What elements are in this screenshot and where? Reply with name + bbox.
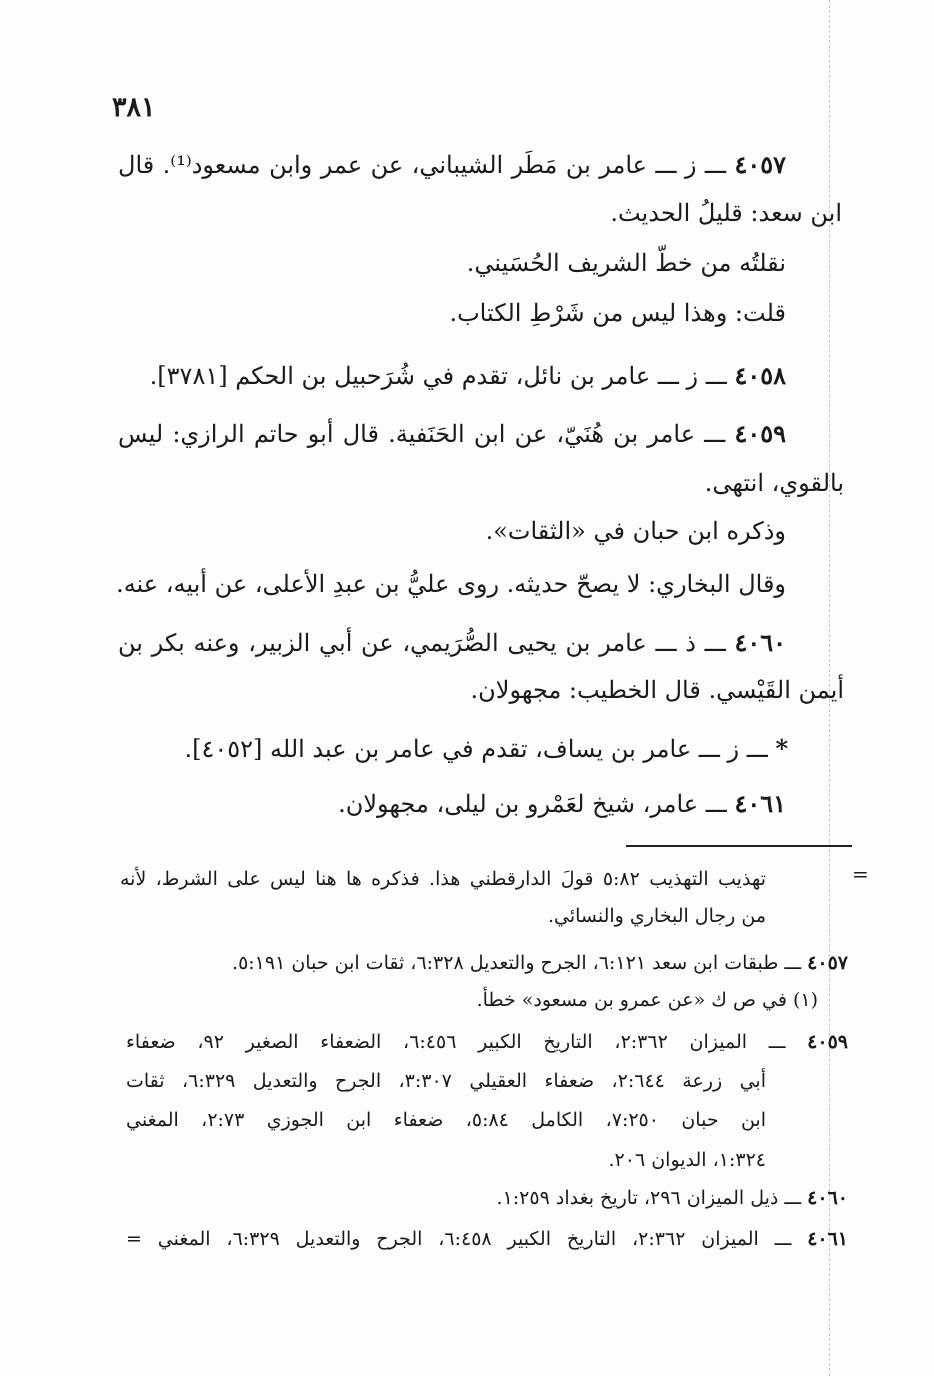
entry-text: وقال البخاري: لا يصحّ حديثه. روى عليُّ بن عبدِ الأعلى، عن أبيه، عنه. bbox=[116, 570, 786, 598]
entry-text: وذكره ابن حبان في «الثقات». bbox=[485, 517, 786, 545]
footnote-4057 bbox=[150, 948, 848, 980]
footnote-text: ابن حبان ٧:٢٥٠، الكامل ٥:٨٤، ضعفاء ابن الجوزي ٢:٧٣، المغني bbox=[126, 1109, 766, 1131]
entry-text: ـــ عامر، شيخ لعَمْرو بن ليلى، مجهولان. bbox=[338, 790, 735, 818]
footnote-text: ـــ الميزان ٢:٣٦٢، التاريخ الكبير ٦:٤٥٨، الجرح والتعديل ٦:٣٢٩، المغني = bbox=[126, 1228, 808, 1250]
footnote-4059-line-1 bbox=[126, 1027, 848, 1059]
entry-4060-line-2 bbox=[470, 672, 844, 710]
footnote-4060 bbox=[430, 1183, 848, 1215]
footnote-number: ٤٠٦٠ bbox=[807, 1187, 848, 1209]
footnote-4061 bbox=[126, 1224, 848, 1256]
entry-text: ابن سعد: قليلُ الحديث. bbox=[610, 199, 842, 227]
entry-cross-reference bbox=[184, 731, 788, 769]
footnote-separator bbox=[626, 845, 852, 847]
entry-text: ـــ عامر بن هُنَيّ، عن ابن الحَنَفية. قال أبو حاتم الرازي: ليس bbox=[118, 420, 735, 448]
footnote-text: من رجال البخاري والنسائي. bbox=[547, 905, 766, 927]
asterisk-marker: * bbox=[775, 734, 788, 763]
footnote-number: ٤٠٦١ bbox=[807, 1228, 849, 1250]
footnote-continued-line-2 bbox=[500, 901, 766, 933]
footnote-4059-line-4 bbox=[560, 1145, 766, 1177]
entry-number: ٤٠٥٩ bbox=[734, 419, 786, 448]
entry-4061-line bbox=[310, 786, 786, 824]
entry-number: ٤٠٥٨ bbox=[734, 361, 786, 390]
footnote-text: ـــ طبقات ابن سعد ٦:١٢١، الجرح والتعديل ٦:٣٢٨، ثقات ابن حبان ٥:١٩١. bbox=[232, 952, 808, 974]
entry-4057-note-2 bbox=[380, 295, 786, 333]
page-number: ٣٨١ bbox=[112, 92, 156, 123]
entry-text: بالقوي، انتهى. bbox=[704, 469, 844, 497]
entry-text: ـــ ز ـــ عامر بن يساف، تقدم في عامر بن عبد الله [٤٠٥٢]. bbox=[184, 735, 776, 763]
entry-text: ـــ ز ـــ عامر بن مَطَر الشيباني، عن عمر وابن مسعود⁽¹⁾. قال bbox=[118, 151, 735, 179]
entry-4058-line bbox=[150, 358, 786, 396]
entry-4059-note-2 bbox=[116, 566, 786, 604]
entry-number: ٤٠٦١ bbox=[734, 789, 786, 818]
continuation-mark: = bbox=[852, 862, 869, 886]
entry-number: ٤٠٥٧ bbox=[734, 150, 787, 179]
footnote-number: ٤٠٥٧ bbox=[807, 952, 848, 974]
entry-number: ٤٠٦٠ bbox=[734, 628, 786, 657]
footnote-marginal-1 bbox=[440, 985, 818, 1017]
entry-text: ـــ ز ـــ عامر بن نائل، تقدم في شُرَحبيل بن الحكم [٣٧٨١]. bbox=[149, 362, 735, 390]
footnote-text: تهذيب التهذيب ٥:٨٢ قولَ الدارقطني هذا. فذكره ها هنا ليس على الشرط، لأنه bbox=[120, 868, 766, 890]
entry-4059-line-1 bbox=[118, 416, 786, 454]
footnote-4059-line-2 bbox=[126, 1066, 766, 1098]
footnote-text: ـــ ذيل الميزان ٢٩٦، تاريخ بغداد ١:٢٥٩. bbox=[496, 1187, 808, 1209]
footnote-text: ١:٣٢٤، الديوان ٢٠٦. bbox=[608, 1149, 766, 1171]
footnote-text: أبي زرعة ٢:٦٤٤، ضعفاء العقيلي ٣:٣٠٧، الجرح والتعديل ٦:٣٢٩، ثقات bbox=[126, 1070, 767, 1092]
footnote-text: ـــ الميزان ٢:٣٦٢، التاريخ الكبير ٦:٤٥٦، الضعفاء الصغير ٩٢، ضعفاء bbox=[126, 1031, 808, 1053]
entry-4059-note-1 bbox=[440, 513, 786, 551]
entry-4057-line-1 bbox=[118, 147, 786, 185]
entry-text: ـــ ذ ـــ عامر بن يحيى الصُّرَيمي، عن أبي الزبير، وعنه بكر بن bbox=[118, 629, 735, 657]
entry-text: أيمن القَيْسي. قال الخطيب: مجهولان. bbox=[470, 676, 844, 704]
entry-4057-note-1 bbox=[380, 245, 786, 283]
footnote-text: (١) في ص ك «عن عمرو بن مسعود» خطأ. bbox=[476, 989, 818, 1011]
entry-4057-line-2 bbox=[560, 195, 842, 233]
footnote-continued-line-1 bbox=[120, 864, 766, 896]
entry-text: نقلتُه من خطّ الشريف الحُسَيني. bbox=[466, 249, 786, 277]
entry-4059-line-2 bbox=[600, 465, 844, 503]
footnote-number: ٤٠٥٩ bbox=[807, 1031, 848, 1053]
footnote-4059-line-3 bbox=[126, 1105, 766, 1137]
entry-text: قلت: وهذا ليس من شَرْطِ الكتاب. bbox=[449, 299, 786, 327]
entry-4060-line-1 bbox=[118, 625, 786, 663]
